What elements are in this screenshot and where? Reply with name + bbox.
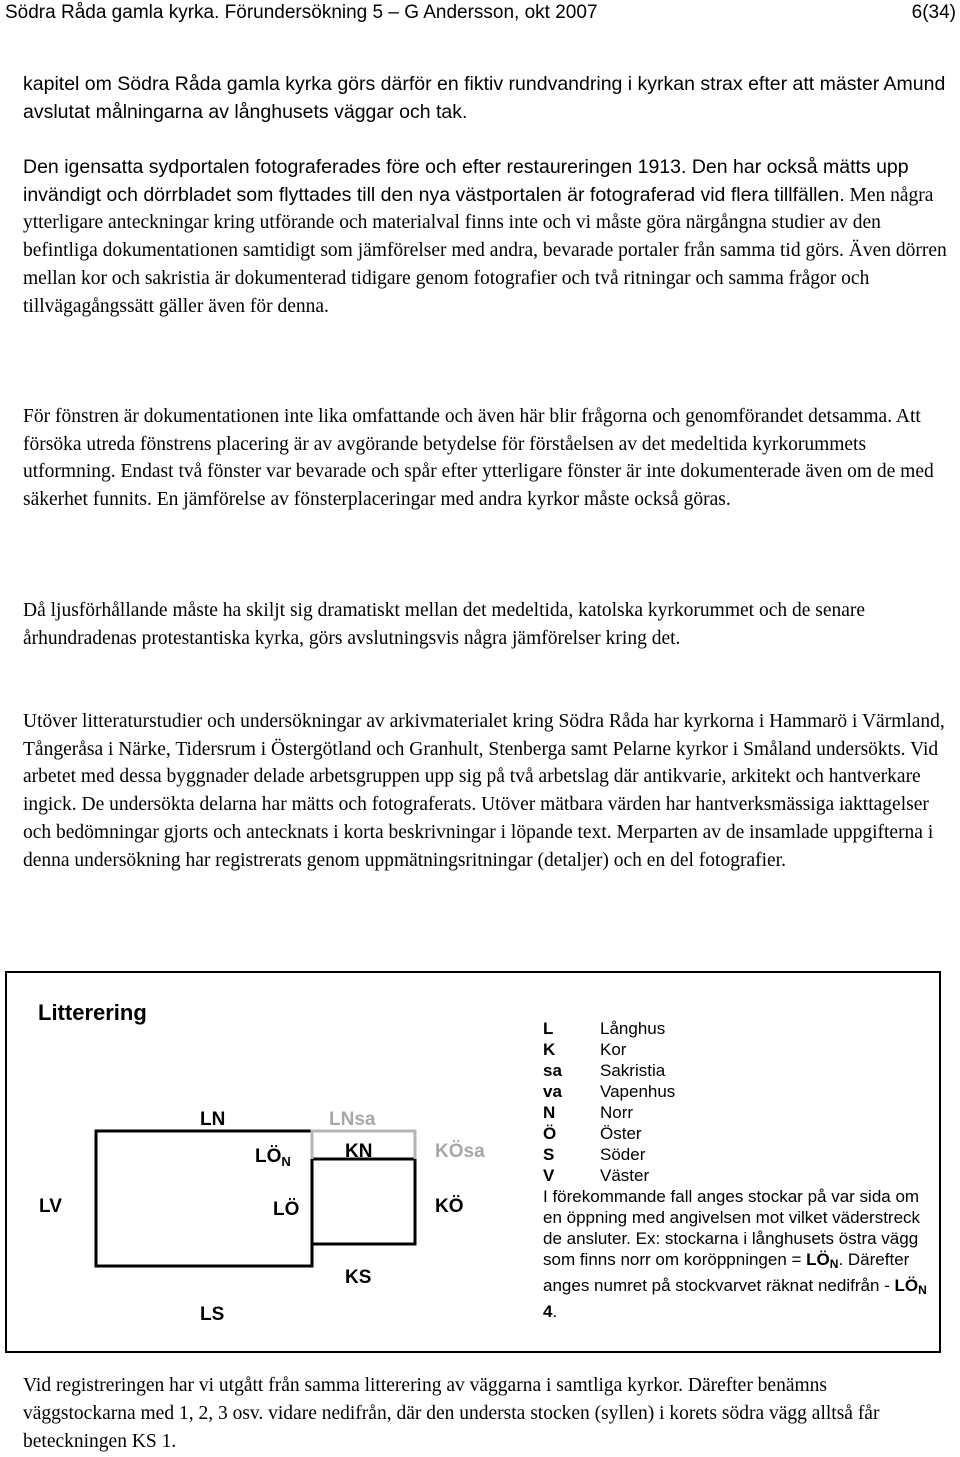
choir-outline (312, 1159, 415, 1244)
page-header (0, 0, 960, 30)
label-lo-n-sub: N (281, 1154, 291, 1169)
legend-value: Norr (600, 1103, 634, 1122)
legend-value: Kor (600, 1040, 627, 1059)
legend-value: Söder (600, 1145, 646, 1164)
litterering-title: Litterering (38, 1000, 147, 1025)
legend-note-code1 (806, 1250, 838, 1269)
litterering-box (5, 971, 941, 1353)
legend-key: Ö (543, 1124, 557, 1143)
legend-note-code1-base: LÖ (806, 1250, 830, 1269)
page-number: 6(34) (911, 2, 956, 23)
legend-note-code1-sub: N (829, 1257, 839, 1271)
legend-row (543, 1018, 675, 1039)
legend-note-a: I förekommande fall anges stockar på var sida om en öppning med angivelsen mot vilket väderstreck de ansluter. Ex: stockarna i långhusets östra vägg som finns norr om koröppningen = (543, 1187, 921, 1269)
legend-note-end: . (552, 1302, 558, 1321)
legend-key: V (543, 1166, 555, 1185)
legend-row (543, 1123, 675, 1144)
legend-value: Sakristia (600, 1061, 666, 1080)
paragraph-registration: Vid registreringen har vi utgått från samma litterering av väggarna i samtliga kyrkor. Därefter benämns väggstockarna med 1, 2, 3 osv. vidare nedifrån, där den understa stocken (syllen) i korets södra vägg alltså får beteckningen KS 1. (23, 1375, 880, 1452)
legend-key: S (543, 1145, 555, 1164)
legend-note-code2-base: LÖ (894, 1276, 919, 1295)
paragraph-light: Då ljusförhållande måste ha skiljt sig dramatiskt mellan det medeltida, katolska kyrkorummet och de senare århundradenas protestantiska kyrka, görs avslutningsvis några jämförelser kring det. (23, 600, 866, 649)
label-kosa: KÖsa (435, 1141, 485, 1162)
legend-value: Öster (600, 1124, 642, 1143)
label-lv: LV (39, 1196, 62, 1217)
legend-key: K (543, 1040, 556, 1059)
legend-row (543, 1081, 675, 1102)
legend-note-code2-sub: N (918, 1283, 927, 1297)
paragraph-portals (23, 154, 948, 320)
paragraph-portals-sans: Den igensatta sydportalen fotograferades före och efter restaureringen 1913. Den har också mätts upp invändigt och dörrbladet som flyttades till den nya västportalen är fotograferad vid flera tillfällen. (23, 156, 909, 206)
legend-note-number: 4 (543, 1302, 553, 1321)
legend-row (543, 1165, 675, 1186)
label-ln: LN (200, 1109, 226, 1130)
label-lo: LÖ (273, 1199, 300, 1220)
label-ko: KÖ (435, 1196, 464, 1217)
paragraph-windows: För fönstren är dokumentationen inte lika omfattande och även här blir frågorna och genomförandet detsamma. Att försöka utreda fönstrens placering är av avgörande betydelse för förståelsen av det medeltida kyrkorummets utformning. Endast två fönster var bevarade och spår efter ytterligare fönster är inte dokumenterade även om de med säkerhet funnits. En jämförelse av fönsterplaceringar med andra kyrkor måste också göras. (23, 406, 934, 511)
paragraph-portals-serif: Men några ytterligare anteckningar kring utförande och materialval finns inte och vi måste göra närgångna studier av den befintliga dokumentationen samtidigt som jämförelser med andra, bevarade portaler från samma tid görs. Även dörren mellan kor och sakristia är dokumenterad tidigare genom fotografier och två ritningar och samma frågor och tillvägagångssätt gäller även för denna. (23, 184, 947, 317)
legend-value: Väster (600, 1166, 650, 1185)
legend-value: Långhus (600, 1019, 666, 1038)
legend-key: L (543, 1019, 554, 1038)
legend-row (543, 1060, 675, 1081)
legend-key: va (543, 1082, 562, 1101)
legend-key: sa (543, 1061, 562, 1080)
legend-table (543, 1018, 675, 1186)
legend-note (543, 1186, 935, 1322)
label-lo-n-base: LÖ (255, 1146, 282, 1167)
legend-value: Vapenhus (600, 1082, 676, 1101)
legend-key: N (543, 1103, 556, 1122)
label-lo-n (255, 1147, 291, 1172)
legend-row (543, 1102, 675, 1123)
legend-note-b: . Därefter anges numret på stockvarvet räknat nedifrån - (543, 1250, 910, 1295)
label-lnsa: LNsa (329, 1109, 376, 1130)
legend-row (543, 1144, 675, 1165)
label-ls: LS (200, 1304, 225, 1325)
label-kn: KN (345, 1141, 373, 1162)
paragraph-studies: Utöver litteraturstudier och undersökningar av arkivmaterialet kring Södra Råda har kyrkorna i Hammarö i Värmland, Tångeråsa i Närke, Tidersrum i Östergötland och Granhult, Stenberga samt Pelarne kyrkor i Småland undersökts. Vid arbetet med dessa byggnader delade arbetsgruppen upp sig på två arbetslag där antikvarie, arkitekt och hantverkare ingick. De undersökta delarna har mätts och fotograferats. Utöver mätbara värden har hantverksmässiga iakttagelser och bedömningar gjorts och antecknats i korta beskrivningar i löpande text. Merparten av de insamlade uppgifterna i denna undersökning har registrerats genom uppmätningsritningar (detaljer) och en del fotografier. (23, 711, 945, 871)
paragraph-intro: kapitel om Södra Råda gamla kyrka görs därför en fiktiv rundvandring i kyrkan strax efter att mäster Amund avslutat målningarna av långhusets väggar och tak. (23, 73, 946, 123)
header-title: Södra Råda gamla kyrka. Förundersökning 5 – G Andersson, okt 2007 (5, 2, 598, 23)
label-ks: KS (345, 1267, 372, 1288)
legend-row (543, 1039, 675, 1060)
